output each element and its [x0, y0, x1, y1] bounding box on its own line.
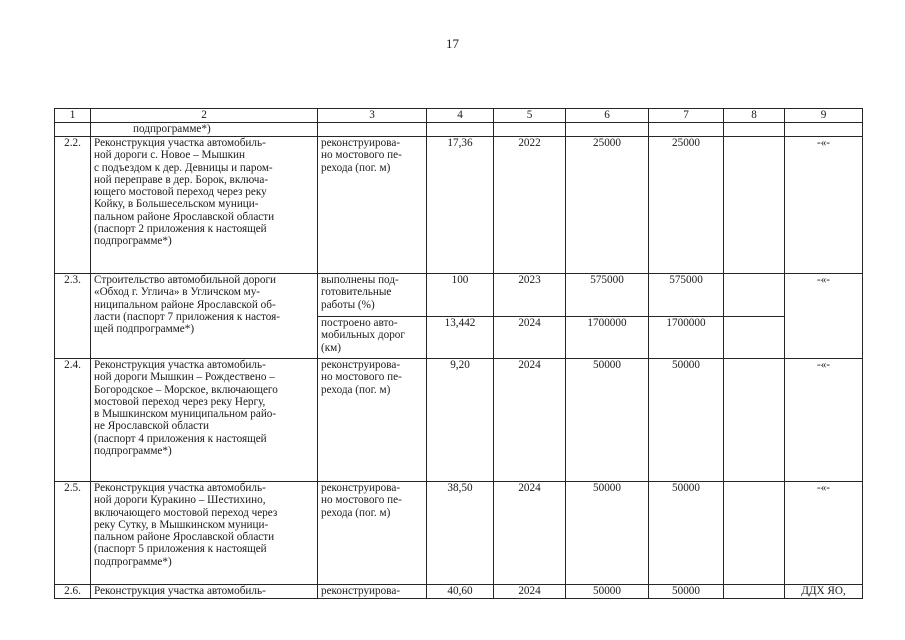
cell-num: 2.2.: [55, 137, 91, 274]
cell-col8: [724, 317, 785, 359]
cell-value: 38,50: [427, 482, 494, 585]
cell-year: 2023: [494, 274, 566, 317]
cell-value: 40,60: [427, 585, 494, 599]
column-header: 7: [649, 109, 724, 123]
cell-year: 2024: [494, 359, 566, 482]
column-header: 9: [785, 109, 863, 123]
cell-col6: [566, 123, 649, 137]
cell-description: Реконструкция участка автомобиль- ной дороги Мышкин – Рождествено – Богородское – Морское, включающего мостовой переход через реку Нергу, в Мышкинском муниципальном райо- не Ярославской области (паспорт 4 приложения к настоящей подпрограмме*): [91, 359, 318, 482]
cell-col7: 50000: [649, 585, 724, 599]
cell-indicator: реконструирова- но мостового пе- рехода (пог. м): [318, 359, 427, 482]
cell-year: 2022: [494, 137, 566, 274]
cell-value: 13,442: [427, 317, 494, 359]
cell-year: [494, 123, 566, 137]
cell-indicator: реконструирова-: [318, 585, 427, 599]
column-header: 2: [91, 109, 318, 123]
cell-description: подпрограмме*): [91, 123, 318, 137]
cell-num: 2.3.: [55, 274, 91, 359]
column-header: 6: [566, 109, 649, 123]
cell-year: 2024: [494, 482, 566, 585]
cell-num: 2.6.: [55, 585, 91, 599]
column-header: 8: [724, 109, 785, 123]
cell-indicator: реконструирова- но мостового пе- рехода (пог. м): [318, 482, 427, 585]
cell-col7: 50000: [649, 482, 724, 585]
cell-col8: [724, 123, 785, 137]
cell-num: [55, 123, 91, 137]
cell-value: 100: [427, 274, 494, 317]
table-row: [55, 359, 863, 482]
table-row: [55, 585, 863, 599]
column-header: 1: [55, 109, 91, 123]
cell-col6: 25000: [566, 137, 649, 274]
cell-col7: 1700000: [649, 317, 724, 359]
cell-indicator: построено авто- мобильных дорог (км): [318, 317, 427, 359]
cell-value: [427, 123, 494, 137]
program-table: [54, 108, 863, 599]
cell-year: 2024: [494, 317, 566, 359]
cell-description: Строительство автомобильной дороги «Обход г. Углича» в Угличском му- ниципальном районе Ярославской об- ласти (паспорт 7 приложения к настоя- щей подпрограмме*): [91, 274, 318, 359]
cell-org: ДДХ ЯО,: [785, 585, 863, 599]
cell-value: 9,20: [427, 359, 494, 482]
table-header-row: [55, 109, 863, 123]
cell-col7: 25000: [649, 137, 724, 274]
cell-value: 17,36: [427, 137, 494, 274]
cell-col6: 1700000: [566, 317, 649, 359]
table-row: [55, 274, 863, 317]
cell-col6: 575000: [566, 274, 649, 317]
cell-org: -«-: [785, 137, 863, 274]
cell-indicator: выполнены под- готовительные работы (%): [318, 274, 427, 317]
cell-col8: [724, 585, 785, 599]
cell-org: -«-: [785, 359, 863, 482]
cell-description: Реконструкция участка автомобиль-: [91, 585, 318, 599]
cell-description: Реконструкция участка автомобиль- ной дороги с. Новое – Мышкин с подъездом к дер. Девницы и паром- ной переправе в дер. Борок, включа- ющего мостовой переход через реку Койку, в Большесельском муници- пальном районе Ярославской области (паспорт 2 приложения к настоящей подпрограмме*): [91, 137, 318, 274]
cell-col6: 50000: [566, 359, 649, 482]
table-row-continuation: [55, 123, 863, 137]
cell-col7: 575000: [649, 274, 724, 317]
table-row: [55, 137, 863, 274]
cell-indicator: [318, 123, 427, 137]
cell-col7: 50000: [649, 359, 724, 482]
column-header: 4: [427, 109, 494, 123]
table-row: [55, 482, 863, 585]
cell-num: 2.4.: [55, 359, 91, 482]
cell-col8: [724, 359, 785, 482]
cell-org: -«-: [785, 482, 863, 585]
cell-col8: [724, 137, 785, 274]
cell-col8: [724, 482, 785, 585]
cell-col6: 50000: [566, 585, 649, 599]
cell-col8: [724, 274, 785, 317]
cell-org: -«-: [785, 274, 863, 359]
cell-col6: 50000: [566, 482, 649, 585]
column-header: 5: [494, 109, 566, 123]
cell-indicator: реконструирова- но мостового пе- рехода (пог. м): [318, 137, 427, 274]
cell-description: Реконструкция участка автомобиль- ной дороги Куракино – Шестихино, включающего мостовой переход через реку Сутку, в Мышкинском муници- пальном районе Ярославской области (паспорт 5 приложения к настоящей подпрограмме*): [91, 482, 318, 585]
column-header: 3: [318, 109, 427, 123]
page-number: 17: [446, 36, 459, 51]
cell-col7: [649, 123, 724, 137]
cell-year: 2024: [494, 585, 566, 599]
cell-num: 2.5.: [55, 482, 91, 585]
cell-org: [785, 123, 863, 137]
